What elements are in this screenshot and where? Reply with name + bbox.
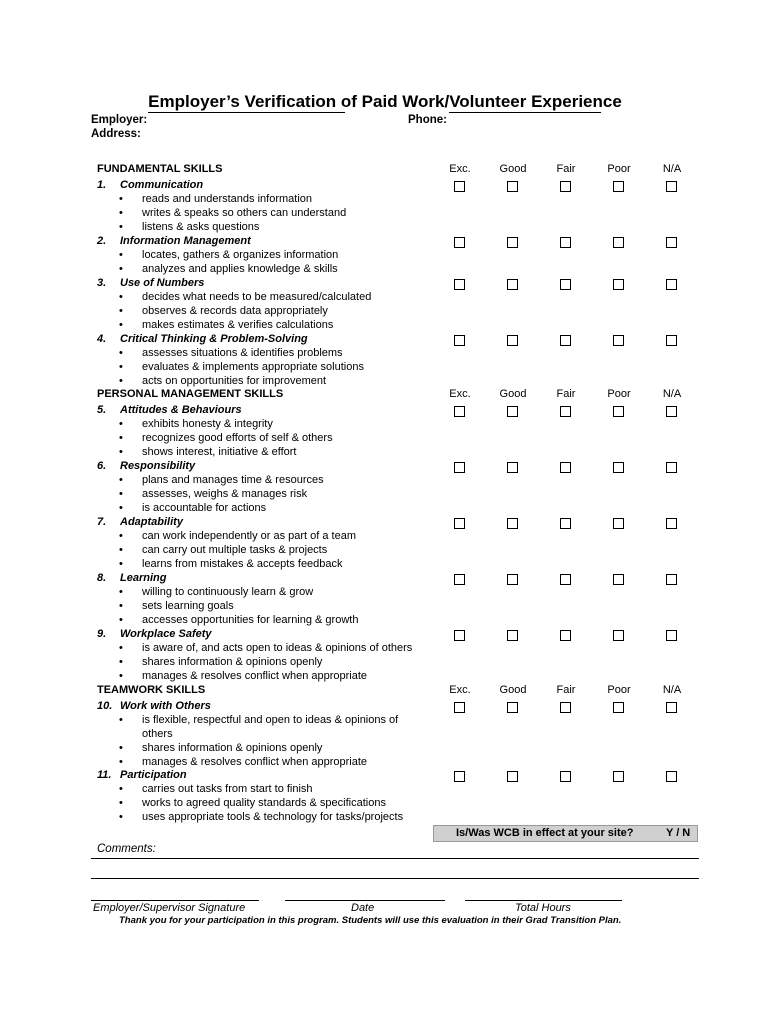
- bullet-dot: •: [119, 797, 123, 809]
- skill-bullet: [119, 811, 403, 823]
- section-heading: TEAMWORK SKILLS: [97, 684, 206, 696]
- signature-line[interactable]: [91, 900, 259, 901]
- bullet-dot: •: [119, 432, 123, 444]
- rating-column-header: Good: [499, 163, 527, 175]
- bullet-dot: •: [119, 586, 123, 598]
- skill-bullet: [119, 742, 322, 754]
- skill-number: 10.: [97, 700, 113, 712]
- bullet-text: acts on opportunities for improvement: [142, 375, 327, 387]
- bullet-dot: •: [119, 418, 123, 430]
- rating-column-header: Fair: [556, 388, 576, 400]
- bullet-text: others: [142, 728, 173, 740]
- skill-bullet: [119, 544, 327, 556]
- rating-column-header: Exc.: [449, 684, 471, 696]
- rating-checkbox[interactable]: [666, 237, 677, 248]
- rating-checkbox[interactable]: [613, 702, 624, 713]
- rating-checkbox[interactable]: [507, 702, 518, 713]
- rating-checkbox[interactable]: [666, 335, 677, 346]
- bullet-dot: •: [119, 446, 123, 458]
- bullet-dot: •: [119, 600, 123, 612]
- rating-checkbox[interactable]: [454, 630, 465, 641]
- rating-checkbox[interactable]: [666, 702, 677, 713]
- rating-checkbox[interactable]: [560, 574, 571, 585]
- skill-name: Attitudes & Behaviours: [120, 404, 242, 416]
- bullet-dot: •: [119, 544, 123, 556]
- skill-bullet: [119, 375, 326, 387]
- skill-name: Information Management: [120, 235, 251, 247]
- rating-column-header: Exc.: [449, 163, 471, 175]
- bullet-text: accesses opportunities for learning & growth: [142, 614, 359, 626]
- bullet-text: writes & speaks so others can understand: [142, 207, 347, 219]
- rating-checkbox[interactable]: [454, 574, 465, 585]
- skill-bullet: [119, 193, 312, 205]
- rating-checkbox[interactable]: [666, 771, 677, 782]
- skill-number: 5.: [97, 404, 107, 416]
- skill-number: 4.: [97, 333, 107, 345]
- bullet-text: plans and manages time & resources: [142, 474, 324, 486]
- bullet-text: shares information & opinions openly: [142, 656, 323, 668]
- bullet-dot: •: [119, 221, 123, 233]
- rating-column-header: Good: [499, 684, 527, 696]
- wcb-question-bar: [433, 825, 698, 842]
- rating-checkbox[interactable]: [507, 574, 518, 585]
- rating-checkbox[interactable]: [666, 279, 677, 290]
- rating-checkbox[interactable]: [560, 702, 571, 713]
- skill-bullet: [119, 418, 273, 430]
- rating-checkbox[interactable]: [560, 279, 571, 290]
- rating-checkbox[interactable]: [560, 630, 571, 641]
- rating-checkbox[interactable]: [454, 462, 465, 473]
- bullet-text: manages & resolves conflict when appropriate: [142, 670, 368, 682]
- rating-checkbox[interactable]: [507, 462, 518, 473]
- rating-checkbox[interactable]: [454, 279, 465, 290]
- rating-checkbox[interactable]: [613, 771, 624, 782]
- rating-checkbox[interactable]: [613, 630, 624, 641]
- rating-checkbox[interactable]: [560, 518, 571, 529]
- rating-checkbox[interactable]: [507, 279, 518, 290]
- rating-checkbox[interactable]: [507, 406, 518, 417]
- date-line[interactable]: [285, 900, 445, 901]
- skill-bullet: [119, 488, 307, 500]
- rating-checkbox[interactable]: [613, 518, 624, 529]
- skill-name: Responsibility: [120, 460, 196, 472]
- rating-column-header: N/A: [662, 684, 682, 696]
- skill-bullet: [119, 347, 343, 359]
- bullet-text: recognizes good efforts of self & others: [142, 432, 333, 444]
- bullet-dot: •: [119, 714, 123, 726]
- skill-bullet: [119, 656, 322, 668]
- bullet-dot: •: [119, 375, 123, 387]
- total-hours-label: Total Hours: [515, 902, 571, 914]
- employer-label: Employer:: [91, 114, 148, 126]
- skill-bullet: [119, 446, 296, 458]
- address-label: Address:: [91, 128, 141, 140]
- bullet-text: is accountable for actions: [142, 502, 267, 514]
- skill-bullet: [119, 797, 386, 809]
- rating-checkbox[interactable]: [666, 630, 677, 641]
- comments-line-1[interactable]: [91, 858, 699, 859]
- bullet-dot: •: [119, 558, 123, 570]
- rating-checkbox[interactable]: [454, 335, 465, 346]
- skill-bullet: [119, 263, 338, 275]
- skill-number: 8.: [97, 572, 107, 584]
- bullet-dot: •: [119, 488, 123, 500]
- rating-column-header: Fair: [556, 163, 576, 175]
- skill-number: 6.: [97, 460, 107, 472]
- bullet-text: exhibits honesty & integrity: [142, 418, 273, 430]
- bullet-dot: •: [119, 193, 123, 205]
- rating-checkbox[interactable]: [666, 462, 677, 473]
- skill-name: Work with Others: [120, 700, 211, 712]
- rating-checkbox[interactable]: [560, 181, 571, 192]
- skill-title: [97, 277, 204, 289]
- bullet-dot: •: [119, 642, 123, 654]
- bullet-text: decides what needs to be measured/calculated: [142, 291, 372, 303]
- skill-number: 9.: [97, 628, 107, 640]
- rating-checkbox[interactable]: [560, 335, 571, 346]
- skill-name: Adaptability: [120, 516, 183, 528]
- skill-title: [97, 628, 212, 640]
- rating-checkbox[interactable]: [666, 181, 677, 192]
- section-heading: PERSONAL MANAGEMENT SKILLS: [97, 388, 284, 400]
- skill-bullet: [119, 558, 343, 570]
- skill-number: 11.: [97, 769, 112, 781]
- rating-column-header: Exc.: [449, 388, 471, 400]
- rating-checkbox[interactable]: [613, 335, 624, 346]
- skill-title: [97, 700, 211, 712]
- bullet-dot: •: [119, 249, 123, 261]
- skill-title: [97, 460, 195, 472]
- bullet-text: reads and understands information: [142, 193, 312, 205]
- skill-bullet: [119, 502, 266, 514]
- rating-checkbox[interactable]: [613, 574, 624, 585]
- rating-column-header: Poor: [607, 684, 631, 696]
- bullet-text: evaluates & implements appropriate solutions: [142, 361, 364, 373]
- bullet-dot: •: [119, 530, 123, 542]
- bullet-dot: •: [119, 361, 123, 373]
- rating-checkbox[interactable]: [507, 335, 518, 346]
- bullet-text: is aware of, and acts open to ideas & opinions of others: [142, 642, 413, 654]
- bullet-text: shares information & opinions openly: [142, 742, 323, 754]
- thank-you-note: Thank you for your participation in this program. Students will use this evaluation in their Grad Transition Plan.: [119, 915, 622, 926]
- employer-field[interactable]: [148, 112, 345, 113]
- skill-title: [97, 769, 187, 781]
- rating-checkbox[interactable]: [454, 702, 465, 713]
- rating-checkbox[interactable]: [507, 518, 518, 529]
- skill-title: [97, 572, 166, 584]
- bullet-text: uses appropriate tools & technology for tasks/projects: [142, 811, 404, 823]
- page-title: Employer’s Verification of Paid Work/Volunteer Experience: [148, 92, 622, 111]
- skill-number: 1.: [97, 179, 107, 191]
- rating-checkbox[interactable]: [560, 406, 571, 417]
- bullet-text: can carry out multiple tasks & projects: [142, 544, 328, 556]
- rating-checkbox[interactable]: [613, 181, 624, 192]
- skill-bullet: [119, 249, 338, 261]
- bullet-text: assesses, weighs & manages risk: [142, 488, 308, 500]
- date-label: Date: [351, 902, 375, 914]
- phone-label: Phone:: [408, 114, 447, 126]
- skill-bullet: [119, 756, 367, 768]
- bullet-text: assesses situations & identifies problems: [142, 347, 343, 359]
- rating-checkbox[interactable]: [666, 406, 677, 417]
- bullet-dot: •: [119, 670, 123, 682]
- bullet-dot: •: [119, 783, 123, 795]
- skill-title: [97, 516, 183, 528]
- skill-name: Critical Thinking & Problem-Solving: [120, 333, 308, 345]
- skill-name: Use of Numbers: [120, 277, 205, 289]
- bullet-dot: •: [119, 263, 123, 275]
- bullet-text: locates, gathers & organizes information: [142, 249, 339, 261]
- rating-column-header: Fair: [556, 684, 576, 696]
- skill-number: 7.: [97, 516, 107, 528]
- skill-bullet: [119, 586, 313, 598]
- bullet-dot: •: [119, 502, 123, 514]
- skill-bullet: [119, 432, 333, 444]
- skill-title: [97, 235, 251, 247]
- bullet-text: analyzes and applies knowledge & skills: [142, 263, 338, 275]
- skill-bullet: [119, 728, 173, 740]
- bullet-text: shows interest, initiative & effort: [142, 446, 297, 458]
- rating-checkbox[interactable]: [454, 518, 465, 529]
- rating-checkbox[interactable]: [454, 771, 465, 782]
- skill-bullet: [119, 221, 259, 233]
- signature-label: Employer/Supervisor Signature: [93, 902, 246, 914]
- skill-bullet: [119, 614, 358, 626]
- bullet-text: listens & asks questions: [142, 221, 260, 233]
- bullet-dot: •: [119, 756, 123, 768]
- skill-title: [97, 179, 203, 191]
- rating-checkbox[interactable]: [507, 237, 518, 248]
- rating-checkbox[interactable]: [507, 771, 518, 782]
- comments-label: Comments:: [97, 843, 156, 855]
- rating-column-header: Poor: [607, 163, 631, 175]
- bullet-text: carries out tasks from start to finish: [142, 783, 313, 795]
- rating-checkbox[interactable]: [560, 462, 571, 473]
- rating-checkbox[interactable]: [613, 462, 624, 473]
- bullet-dot: •: [119, 811, 123, 823]
- skill-bullet: [119, 291, 371, 303]
- skill-number: 3.: [97, 277, 107, 289]
- skill-name: Communication: [120, 179, 204, 191]
- skill-bullet: [119, 530, 356, 542]
- bullet-text: works to agreed quality standards & specifications: [142, 797, 386, 809]
- section-heading: FUNDAMENTAL SKILLS: [97, 163, 223, 175]
- skill-bullet: [119, 207, 346, 219]
- rating-checkbox[interactable]: [666, 574, 677, 585]
- bullet-text: learns from mistakes & accepts feedback: [142, 558, 343, 570]
- skill-bullet: [119, 361, 364, 373]
- skill-name: Workplace Safety: [120, 628, 212, 640]
- skill-bullet: [119, 783, 313, 795]
- bullet-text: can work independently or as part of a team: [142, 530, 357, 542]
- skill-bullet: [119, 600, 234, 612]
- bullet-text: manages & resolves conflict when appropriate: [142, 756, 368, 768]
- skill-bullet: [119, 319, 333, 331]
- total-hours-line[interactable]: [465, 900, 622, 901]
- skill-bullet: [119, 642, 412, 654]
- bullet-dot: •: [119, 347, 123, 359]
- rating-column-header: N/A: [662, 163, 682, 175]
- bullet-text: observes & records data appropriately: [142, 305, 328, 317]
- wcb-yes-no[interactable]: Y / N: [666, 827, 691, 839]
- rating-checkbox[interactable]: [613, 279, 624, 290]
- rating-checkbox[interactable]: [454, 181, 465, 192]
- skill-number: 2.: [97, 235, 107, 247]
- skill-bullet: [119, 714, 398, 726]
- bullet-dot: •: [119, 207, 123, 219]
- bullet-dot: •: [119, 319, 123, 331]
- skill-bullet: [119, 474, 324, 486]
- skill-title: [97, 404, 242, 416]
- rating-checkbox[interactable]: [507, 181, 518, 192]
- bullet-dot: •: [119, 474, 123, 486]
- bullet-dot: •: [119, 614, 123, 626]
- bullet-dot: •: [119, 305, 123, 317]
- rating-checkbox[interactable]: [666, 518, 677, 529]
- rating-column-header: Good: [499, 388, 527, 400]
- skill-name: Participation: [120, 769, 187, 781]
- bullet-dot: •: [119, 742, 123, 754]
- rating-checkbox[interactable]: [560, 771, 571, 782]
- rating-checkbox[interactable]: [613, 237, 624, 248]
- bullet-text: is flexible, respectful and open to ideas & opinions of: [142, 714, 399, 726]
- bullet-text: willing to continuously learn & grow: [142, 586, 314, 598]
- skill-bullet: [119, 305, 328, 317]
- skill-title: [97, 333, 308, 345]
- skill-name: Learning: [120, 572, 167, 584]
- skill-bullet: [119, 670, 367, 682]
- rating-checkbox[interactable]: [507, 630, 518, 641]
- rating-checkbox[interactable]: [613, 406, 624, 417]
- rating-checkbox[interactable]: [454, 237, 465, 248]
- bullet-dot: •: [119, 656, 123, 668]
- rating-checkbox[interactable]: [560, 237, 571, 248]
- bullet-dot: •: [119, 291, 123, 303]
- rating-column-header: Poor: [607, 388, 631, 400]
- rating-checkbox[interactable]: [454, 406, 465, 417]
- comments-line-2[interactable]: [91, 878, 699, 879]
- phone-field[interactable]: [449, 112, 601, 113]
- bullet-text: makes estimates & verifies calculations: [142, 319, 334, 331]
- rating-column-header: N/A: [662, 388, 682, 400]
- bullet-text: sets learning goals: [142, 600, 234, 612]
- wcb-question: Is/Was WCB in effect at your site?: [456, 827, 634, 839]
